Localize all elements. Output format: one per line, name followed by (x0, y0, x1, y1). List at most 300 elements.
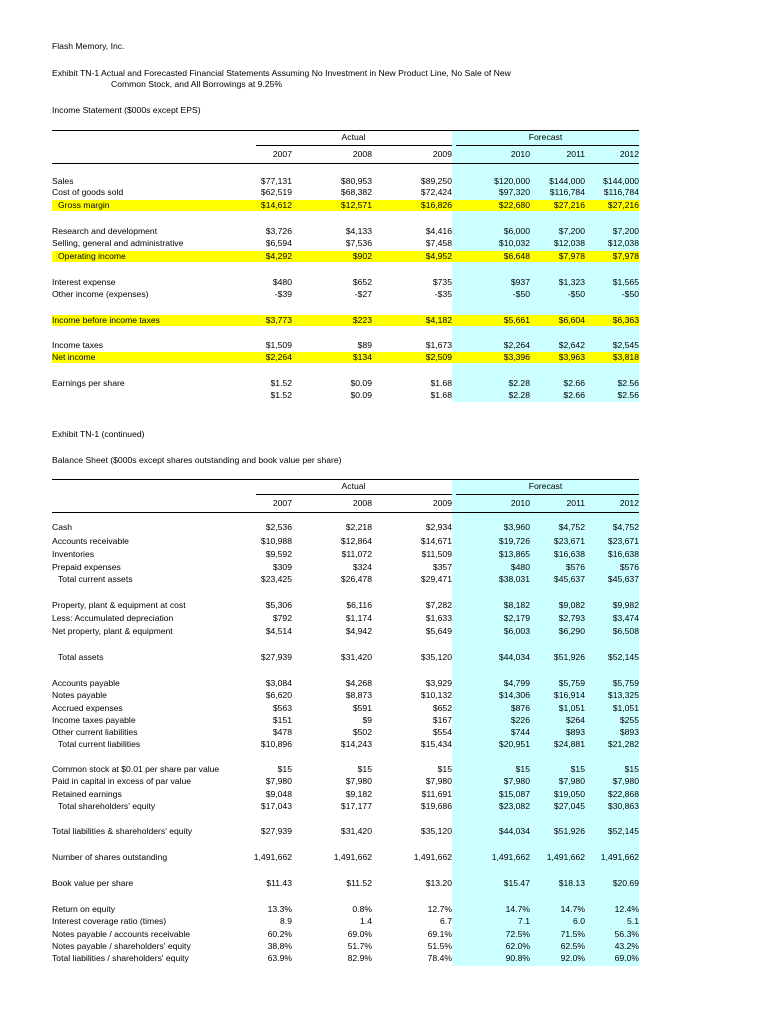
balance-cell: $4,268 (345, 678, 372, 688)
income-row (52, 176, 639, 187)
income-cell: $4,292 (265, 251, 292, 261)
balance-year-header: 2011 (566, 498, 585, 508)
income-cell: $3,773 (265, 315, 292, 325)
balance-sheet-title: Balance Sheet ($000s except shares outstanding and book value per share) (52, 455, 342, 465)
income-cell: $6,594 (265, 238, 292, 248)
balance-cell: $30,863 (607, 801, 639, 811)
income-cell: $77,131 (260, 176, 292, 186)
income-cell: $3,726 (265, 226, 292, 236)
income-cell: $72,424 (420, 187, 452, 197)
balance-cell: $51,926 (553, 652, 585, 662)
income-row-label: Cost of goods sold (52, 187, 124, 197)
income-cell: $1.68 (430, 378, 452, 388)
balance-cell: $5,649 (425, 626, 452, 636)
balance-row-label: Inventories (52, 549, 95, 559)
income-cell: $5,661 (503, 315, 530, 325)
income-cell: $120,000 (494, 176, 530, 186)
income-cell: $4,952 (425, 251, 452, 261)
income-header-rule (52, 163, 639, 164)
balance-cell: $15 (515, 764, 530, 774)
balance-cell: $6,116 (346, 600, 372, 610)
balance-header-rule (52, 512, 639, 513)
income-row-label: Income taxes (52, 340, 104, 350)
balance-cell: $893 (565, 727, 585, 737)
income-cell: $89 (357, 340, 372, 350)
income-cell: $1,673 (425, 340, 452, 350)
balance-cell: 7.1 (518, 916, 530, 926)
balance-cell: $24,881 (553, 739, 585, 749)
income-cell: $2.28 (508, 378, 530, 388)
balance-cell: 51.5% (427, 941, 452, 951)
balance-cell: $893 (619, 727, 639, 737)
balance-cell: $10,132 (420, 690, 452, 700)
balance-cell: $151 (272, 715, 292, 725)
balance-row (52, 652, 639, 663)
income-cell: $1.52 (270, 378, 292, 388)
balance-cell: $15 (570, 764, 585, 774)
balance-cell: $35,120 (420, 826, 452, 836)
income-cell: $1.68 (430, 390, 452, 400)
income-cell: $116,784 (603, 187, 639, 197)
balance-cell: $21,282 (607, 739, 639, 749)
balance-year-header: 2008 (352, 498, 372, 508)
balance-row (52, 727, 639, 738)
balance-cell: $11.52 (346, 878, 372, 888)
income-cell: $134 (352, 352, 372, 362)
income-cell: -$50 (567, 289, 585, 299)
balance-cell: $45,637 (607, 574, 639, 584)
income-cell: $89,250 (420, 176, 452, 186)
balance-row (52, 929, 639, 940)
balance-cell: 1.4 (360, 916, 372, 926)
balance-cell: 5.1 (627, 916, 639, 926)
income-cell: $4,133 (345, 226, 372, 236)
balance-cell: 14.7% (505, 904, 530, 914)
income-cell: $7,978 (612, 251, 639, 261)
income-cell: -$50 (512, 289, 530, 299)
balance-cell: 82.9% (347, 953, 372, 963)
balance-cell: 62.0% (505, 941, 530, 951)
income-row-label: Selling, general and administrative (52, 238, 184, 248)
balance-row (52, 764, 639, 775)
balance-cell: $16,638 (607, 549, 639, 559)
income-cell: $7,536 (345, 238, 372, 248)
balance-cell: $23,082 (498, 801, 530, 811)
balance-cell: $1,174 (345, 613, 372, 623)
balance-cell: $2,536 (265, 522, 292, 532)
balance-row-label: Notes payable (52, 690, 107, 700)
exhibit-title-line2: Common Stock, and All Borrowings at 9.25% (111, 79, 283, 89)
balance-cell: $23,425 (260, 574, 292, 584)
balance-row-label: Cash (52, 522, 73, 532)
balance-cell: $11,691 (421, 789, 452, 799)
balance-cell: 12.4% (614, 904, 639, 914)
income-cell: $116,784 (549, 187, 585, 197)
income-row (52, 187, 639, 198)
balance-cell: $15 (437, 764, 452, 774)
income-cell: $902 (352, 251, 372, 261)
income-row (52, 238, 639, 249)
balance-cell: $2,793 (558, 613, 585, 623)
balance-cell: $7,980 (503, 776, 530, 786)
income-cell: -$50 (621, 289, 639, 299)
balance-row-label: Total current liabilities (58, 739, 141, 749)
balance-cell: $563 (272, 703, 292, 713)
balance-cell: $744 (510, 727, 530, 737)
balance-cell: $15 (357, 764, 372, 774)
balance-cell: $3,084 (265, 678, 292, 688)
balance-cell: $15,087 (498, 789, 530, 799)
balance-year-header: 2007 (272, 498, 292, 508)
balance-cell: $51,926 (553, 826, 585, 836)
balance-row-label: Interest coverage ratio (times) (52, 916, 167, 926)
income-row-label: Income before income taxes (52, 315, 160, 325)
balance-row-label: Total liabilities & shareholders' equity (52, 826, 193, 836)
income-cell: $2.56 (617, 378, 639, 388)
balance-row-label: Accounts receivable (52, 536, 129, 546)
income-row (52, 340, 639, 351)
balance-top-rule (52, 479, 639, 480)
balance-cell: $9 (362, 715, 372, 725)
income-cell: $144,000 (549, 176, 585, 186)
income-cell: $2.66 (563, 378, 585, 388)
balance-cell: $10,896 (260, 739, 292, 749)
balance-cell: $4,752 (558, 522, 585, 532)
balance-row-label: Notes payable / shareholders' equity (52, 941, 191, 951)
balance-row (52, 739, 639, 750)
income-cell: $480 (272, 277, 292, 287)
balance-row (52, 522, 639, 533)
income-cell: -$35 (434, 289, 452, 299)
balance-row-label: Retained earnings (52, 789, 122, 799)
balance-cell: $7,980 (425, 776, 452, 786)
balance-row (52, 878, 639, 889)
income-row (52, 352, 639, 363)
balance-row (52, 953, 639, 964)
balance-cell: 69.0% (614, 953, 639, 963)
balance-cell: $4,799 (503, 678, 530, 688)
balance-row-label: Number of shares outstanding (52, 852, 168, 862)
income-cell: $2.66 (563, 390, 585, 400)
balance-cell: $20,951 (498, 739, 530, 749)
balance-group-forecast: Forecast (528, 481, 563, 491)
balance-cell: $7,980 (558, 776, 585, 786)
balance-cell: $35,120 (420, 652, 452, 662)
balance-cell: $38,031 (498, 574, 530, 584)
income-cell: $2.56 (617, 390, 639, 400)
balance-cell: 71.5% (560, 929, 585, 939)
balance-row (52, 916, 639, 927)
balance-cell: $16,914 (553, 690, 585, 700)
balance-cell: $9,048 (265, 789, 292, 799)
balance-cell: 69.0% (347, 929, 372, 939)
balance-cell: 1,491,662 (491, 852, 530, 862)
balance-cell: $13,865 (498, 549, 530, 559)
balance-row-label: Less: Accumulated depreciation (52, 613, 174, 623)
balance-forecast-underline (456, 494, 639, 495)
income-cell: $12,038 (553, 238, 585, 248)
balance-cell: $44,034 (498, 652, 530, 662)
balance-cell: $9,982 (612, 600, 639, 610)
balance-cell: $23,671 (553, 536, 585, 546)
balance-row (52, 574, 639, 585)
income-cell: $937 (510, 277, 530, 287)
balance-cell: $576 (619, 562, 639, 572)
balance-year-header: 2009 (432, 498, 452, 508)
income-row (52, 251, 639, 262)
balance-cell: $591 (352, 703, 372, 713)
income-row-label: Sales (52, 176, 74, 186)
balance-cell: $3,929 (425, 678, 452, 688)
income-cell: $12,571 (340, 200, 372, 210)
income-group-actual: Actual (341, 132, 366, 142)
income-cell: $2.28 (508, 390, 530, 400)
balance-cell: $6,290 (558, 626, 585, 636)
balance-row-label: Total current assets (58, 574, 133, 584)
balance-cell: $17,177 (340, 801, 372, 811)
balance-cell: $9,592 (265, 549, 292, 559)
balance-cell: 38.8% (267, 941, 292, 951)
income-cell: $2,545 (612, 340, 639, 350)
balance-cell: 12.7% (427, 904, 452, 914)
balance-cell: 6.0 (573, 916, 585, 926)
income-top-rule (52, 130, 639, 131)
balance-row (52, 613, 639, 624)
balance-row (52, 549, 639, 560)
income-year-header: 2011 (566, 149, 585, 159)
income-cell: $12,038 (607, 238, 639, 248)
balance-cell: 78.4% (427, 953, 452, 963)
balance-cell: $13,325 (607, 690, 639, 700)
balance-cell: 13.3% (267, 904, 292, 914)
balance-cell: $255 (619, 715, 639, 725)
balance-row (52, 678, 639, 689)
income-cell: $2,642 (558, 340, 585, 350)
balance-row-label: Book value per share (52, 878, 134, 888)
balance-cell: $12,864 (340, 536, 372, 546)
income-row-label: Research and development (52, 226, 158, 236)
balance-cell: $1,051 (558, 703, 585, 713)
balance-cell: 62.5% (560, 941, 585, 951)
balance-cell: $167 (432, 715, 452, 725)
income-cell: $1,323 (558, 277, 585, 287)
balance-cell: $22,868 (607, 789, 639, 799)
balance-row (52, 600, 639, 611)
balance-cell: $23,671 (607, 536, 639, 546)
income-cell: $6,648 (503, 251, 530, 261)
balance-row (52, 826, 639, 837)
income-year-header: 2010 (510, 149, 530, 159)
balance-cell: $876 (510, 703, 530, 713)
balance-row-label: Common stock at $0.01 per share par value (52, 764, 220, 774)
balance-row-label: Income taxes payable (52, 715, 136, 725)
balance-row-label: Total liabilities / shareholders' equity (52, 953, 189, 963)
income-cell: $1.52 (270, 390, 292, 400)
balance-cell: $15 (624, 764, 639, 774)
balance-cell: $5,759 (558, 678, 585, 688)
balance-cell: $14,671 (420, 536, 452, 546)
balance-row (52, 852, 639, 863)
balance-cell: $52,145 (607, 652, 639, 662)
balance-cell: $7,282 (425, 600, 452, 610)
balance-row-label: Total shareholders' equity (58, 801, 156, 811)
balance-cell: $2,218 (345, 522, 372, 532)
balance-cell: $15 (277, 764, 292, 774)
balance-row (52, 801, 639, 812)
balance-cell: $44,034 (498, 826, 530, 836)
balance-cell: $554 (432, 727, 452, 737)
balance-cell: 92.0% (560, 953, 585, 963)
balance-cell: 69.1% (427, 929, 452, 939)
balance-cell: $7,980 (265, 776, 292, 786)
balance-cell: $502 (352, 727, 372, 737)
balance-cell: $11,072 (341, 549, 372, 559)
income-cell: $2,264 (265, 352, 292, 362)
balance-row (52, 536, 639, 547)
balance-row-label: Paid in capital in excess of par value (52, 776, 192, 786)
balance-cell: $27,045 (553, 801, 585, 811)
balance-cell: $264 (565, 715, 585, 725)
income-row (52, 315, 639, 326)
income-year-header: 2009 (432, 149, 452, 159)
balance-cell: $7,980 (612, 776, 639, 786)
income-cell: $652 (352, 277, 372, 287)
balance-cell: $13.20 (425, 878, 452, 888)
balance-cell: $7,980 (345, 776, 372, 786)
balance-cell: $6,003 (503, 626, 530, 636)
balance-row (52, 904, 639, 915)
balance-cell: 1,491,662 (546, 852, 585, 862)
income-cell: -$27 (354, 289, 372, 299)
balance-cell: $3,474 (612, 613, 639, 623)
balance-cell: $29,471 (420, 574, 452, 584)
balance-cell: 43.2% (614, 941, 639, 951)
balance-cell: $324 (352, 562, 372, 572)
balance-cell: $4,752 (612, 522, 639, 532)
income-cell: $22,680 (498, 200, 530, 210)
income-row-label: Earnings per share (52, 378, 125, 388)
balance-cell: $11.43 (266, 878, 292, 888)
exhibit-title-line1: Exhibit TN-1 Actual and Forecasted Financial Statements Assuming No Investment in New Product Line, No Sale of New (52, 68, 511, 78)
balance-cell: $5,306 (265, 600, 292, 610)
balance-cell: $11,509 (421, 549, 452, 559)
balance-cell: $18.13 (558, 878, 585, 888)
income-year-header: 2008 (352, 149, 372, 159)
balance-cell: 90.8% (505, 953, 530, 963)
balance-row (52, 703, 639, 714)
balance-cell: $17,043 (260, 801, 292, 811)
income-cell: $14,612 (260, 200, 292, 210)
balance-row-label: Notes payable / accounts receivable (52, 929, 191, 939)
income-row (52, 390, 639, 401)
balance-cell: $8,182 (503, 600, 530, 610)
income-row-label: Interest expense (52, 277, 116, 287)
balance-cell: 72.5% (505, 929, 530, 939)
income-cell: $80,953 (340, 176, 372, 186)
balance-cell: $357 (432, 562, 452, 572)
balance-cell: $19,686 (420, 801, 452, 811)
balance-cell: $52,145 (607, 826, 639, 836)
balance-cell: $2,179 (503, 613, 530, 623)
income-cell: $7,200 (558, 226, 585, 236)
balance-cell: 1,491,662 (413, 852, 452, 862)
income-cell: $27,216 (553, 200, 585, 210)
balance-row-label: Property, plant & equipment at cost (52, 600, 186, 610)
income-row-label: Gross margin (58, 200, 110, 210)
balance-row (52, 941, 639, 952)
income-cell: $6,000 (503, 226, 530, 236)
income-cell: $16,826 (420, 200, 452, 210)
balance-cell: $10,988 (260, 536, 292, 546)
income-row-label: Operating income (58, 251, 126, 261)
balance-cell: $15.47 (503, 878, 530, 888)
balance-cell: $45,637 (553, 574, 585, 584)
balance-cell: 1,491,662 (333, 852, 372, 862)
balance-cell: $14,243 (340, 739, 372, 749)
balance-cell: $309 (272, 562, 292, 572)
income-row (52, 378, 639, 389)
balance-row-label: Prepaid expenses (52, 562, 121, 572)
balance-cell: $2,934 (425, 522, 452, 532)
income-cell: $0.09 (350, 378, 372, 388)
income-row (52, 226, 639, 237)
income-cell: $3,396 (503, 352, 530, 362)
income-cell: $4,182 (425, 315, 452, 325)
balance-row (52, 562, 639, 573)
balance-cell: 0.8% (352, 904, 372, 914)
income-cell: $7,200 (612, 226, 639, 236)
income-cell: $7,978 (558, 251, 585, 261)
balance-row (52, 789, 639, 800)
balance-cell: 8.9 (280, 916, 292, 926)
balance-row-label: Net property, plant & equipment (52, 626, 173, 636)
balance-cell: $16,638 (553, 549, 585, 559)
balance-cell: $792 (272, 613, 292, 623)
income-row-label: Net income (52, 352, 96, 362)
balance-row-label: Total assets (58, 652, 104, 662)
income-group-forecast: Forecast (528, 132, 563, 142)
balance-group-actual: Actual (341, 481, 366, 491)
income-cell: $97,320 (498, 187, 530, 197)
balance-cell: $1,051 (612, 703, 639, 713)
balance-row (52, 715, 639, 726)
balance-cell: $31,420 (340, 652, 372, 662)
balance-cell: $9,082 (558, 600, 585, 610)
balance-cell: $1,633 (425, 613, 452, 623)
balance-cell: 60.2% (267, 929, 292, 939)
balance-cell: $6,508 (612, 626, 639, 636)
balance-row (52, 776, 639, 787)
income-row (52, 289, 639, 300)
income-cell: $27,216 (607, 200, 639, 210)
balance-cell: $478 (272, 727, 292, 737)
income-cell: $7,458 (425, 238, 452, 248)
balance-year-header: 2010 (510, 498, 530, 508)
balance-cell: $8,873 (345, 690, 372, 700)
balance-cell: $226 (510, 715, 530, 725)
balance-cell: $27,939 (260, 652, 292, 662)
balance-actual-underline (256, 494, 452, 495)
income-cell: -$39 (274, 289, 292, 299)
income-actual-underline (256, 145, 452, 146)
income-cell: $2,264 (503, 340, 530, 350)
balance-cell: $26,478 (340, 574, 372, 584)
balance-cell: 56.3% (614, 929, 639, 939)
income-row (52, 277, 639, 288)
income-row (52, 200, 639, 211)
balance-year-header: 2012 (619, 498, 639, 508)
income-cell: $223 (352, 315, 372, 325)
